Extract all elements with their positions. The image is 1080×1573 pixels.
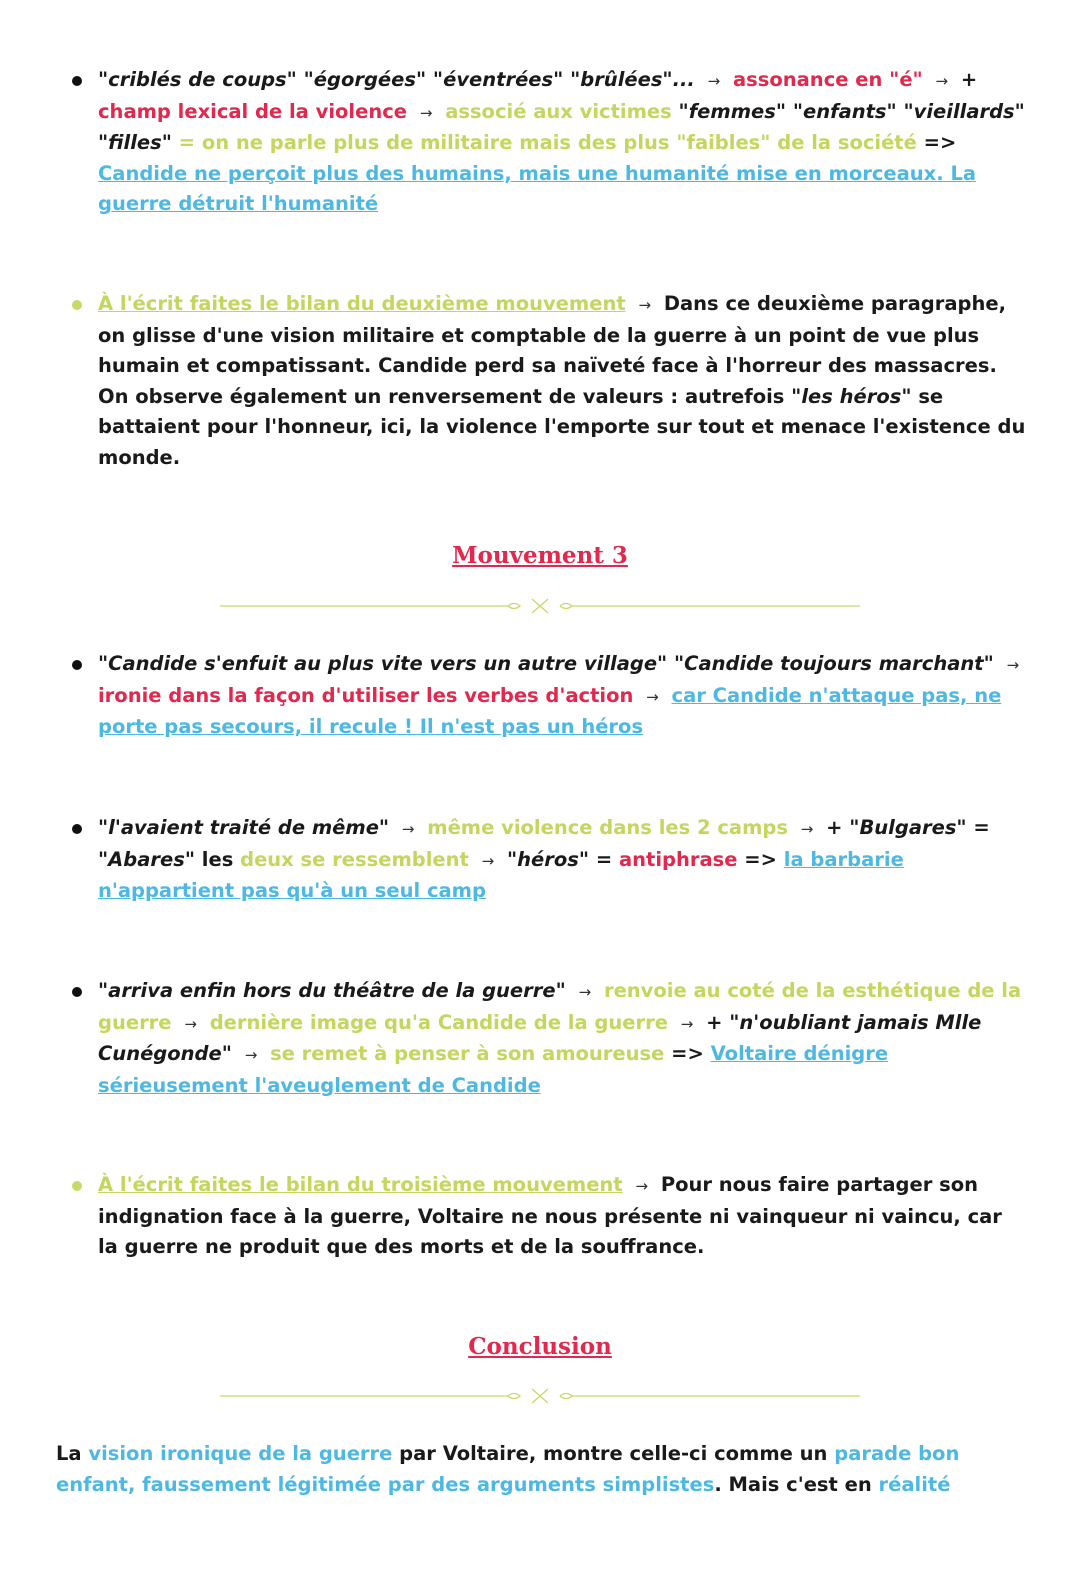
analysis-text: associé aux victimes (445, 99, 672, 123)
arrow-icon: → (244, 1046, 258, 1064)
figure-label: champ lexical de la violence (98, 99, 408, 123)
plus-sign: + (826, 816, 843, 839)
exercise-prompt: À l'écrit faites le bilan du deuxième mouvement (98, 292, 626, 315)
arrow-icon: → (635, 1177, 649, 1195)
arrow-icon: → (646, 687, 659, 706)
quote: "femmes" "enfants" "vieillards" "filles" (98, 99, 1025, 154)
section-heading: Conclusion (468, 1333, 612, 1360)
implies-sign: => (671, 1042, 704, 1065)
conclusion-text: la barbarie n'appartient pas qu'à un seul camp (98, 847, 904, 902)
plus-sign: + (960, 68, 978, 91)
quote: "Candide s'enfuit au plus vite vers un autre village" "Candide toujours marchant" (98, 652, 994, 675)
bullet-bilan-3 (98, 1170, 1028, 1263)
bullet-dot (72, 76, 82, 86)
bullet-dot (72, 660, 82, 670)
conclusion-text: Candide ne perçoit plus des humains, mais une humanité mise en morceaux. La guerre détruit l'humanité (98, 161, 977, 215)
summary-text: se battaient pour l'honneur, ici, la violence l'emporte sur tout et menace l'existence du monde. (98, 384, 1026, 469)
arrow-icon: → (707, 72, 721, 90)
analysis-text: dernière image qu'a Candide de la guerre (209, 1010, 668, 1034)
quote: "héros" (507, 847, 590, 871)
arrow-icon: → (481, 851, 495, 870)
exercise-prompt: À l'écrit faites le bilan du troisième mouvement (98, 1173, 623, 1196)
quote: "n'oubliant jamais Mlle Cunégonde" (98, 1010, 982, 1065)
bullet-dot (72, 987, 82, 997)
conclusion-text: car Candide n'attaque pas, ne porte pas secours, il recule ! Il n'est pas un héros (98, 683, 1002, 738)
arrow-icon: → (578, 983, 592, 1001)
analysis-text: se remet à penser à son amoureuse (270, 1042, 665, 1065)
arrow-icon: → (401, 820, 415, 838)
analysis-text: même violence dans les 2 camps (427, 816, 788, 839)
figure-label: antiphrase (619, 847, 738, 871)
conclusion-text: par Voltaire, montre celle-ci comme un (392, 1442, 835, 1465)
arrow-icon: → (800, 820, 814, 838)
bullet-theatre-of-war (98, 976, 1028, 1101)
plus-sign: + (706, 1010, 723, 1034)
highlight-text: parade bon enfant, faussement légitimée par des arguments simplistes (56, 1442, 960, 1496)
conclusion-text: La (56, 1442, 89, 1465)
connector-word: les (201, 847, 234, 871)
bullet-dot (72, 824, 82, 834)
figure-label: ironie dans la façon d'utiliser les verbes d'action (98, 683, 634, 707)
quote: "les héros" (791, 384, 912, 408)
quote: "l'avaient traité de même" (98, 816, 390, 839)
ornament-divider (220, 596, 860, 616)
conclusion-text: Voltaire dénigre sérieusement l'aveuglement de Candide (98, 1042, 889, 1097)
bullet-both-camps (98, 813, 1028, 907)
bullet-dot (72, 1181, 82, 1191)
arrow-icon: → (419, 103, 433, 122)
arrow-icon: → (1006, 656, 1020, 674)
analysis-text: renvoie au coté de la esthétique de la guerre (98, 979, 1022, 1034)
conclusion-paragraph (56, 1439, 1016, 1500)
implies-sign: => (923, 131, 957, 154)
conclusion-text: . Mais c'est en (714, 1472, 879, 1496)
analysis-text: deux se ressemblent (240, 847, 469, 871)
bullet-candide-flees (98, 649, 1028, 743)
summary-text: Pour nous faire partager son indignation face à la guerre, Voltaire ne nous présente ni vainqueur ni vaincu, car la guerre ne produit que des morts et de la souffrance. (98, 1173, 1002, 1258)
section-heading: Mouvement 3 (452, 542, 628, 569)
highlight-text: réalité (878, 1472, 951, 1496)
quote: "Bulgares" = "Abares" (98, 816, 990, 871)
arrow-icon: → (680, 1014, 694, 1033)
figure-label: assonance en "é" (733, 68, 923, 91)
highlight-text: vision ironique de la guerre (88, 1442, 393, 1465)
quote: "arriva enfin hors du théâtre de la guerre" (98, 979, 566, 1002)
summary-text: Dans ce deuxième paragraphe, on glisse d'une vision militaire et comptable de la guerre à un point de vue plus humain et compatissant. Candide perd sa naïveté face à l'horreur des massacres. On observe également un renversement de valeurs : autrefois (98, 292, 1007, 408)
bullet-dot (72, 300, 82, 310)
implies-sign: => (744, 847, 777, 871)
ornament-divider (220, 1386, 860, 1406)
arrow-icon: → (184, 1014, 197, 1033)
quote: "criblés de coups" "égorgées" "éventrées" "brûlées"... (98, 68, 695, 91)
arrow-icon: → (638, 296, 652, 314)
bullet-violence-victims (98, 65, 1028, 220)
bullet-bilan-2 (98, 289, 1028, 473)
equals-sign: = (178, 131, 196, 154)
analysis-text: on ne parle plus de militaire mais des plus "faibles" de la société (201, 131, 917, 154)
arrow-icon: → (935, 72, 949, 90)
equals-sign: = (595, 847, 613, 871)
